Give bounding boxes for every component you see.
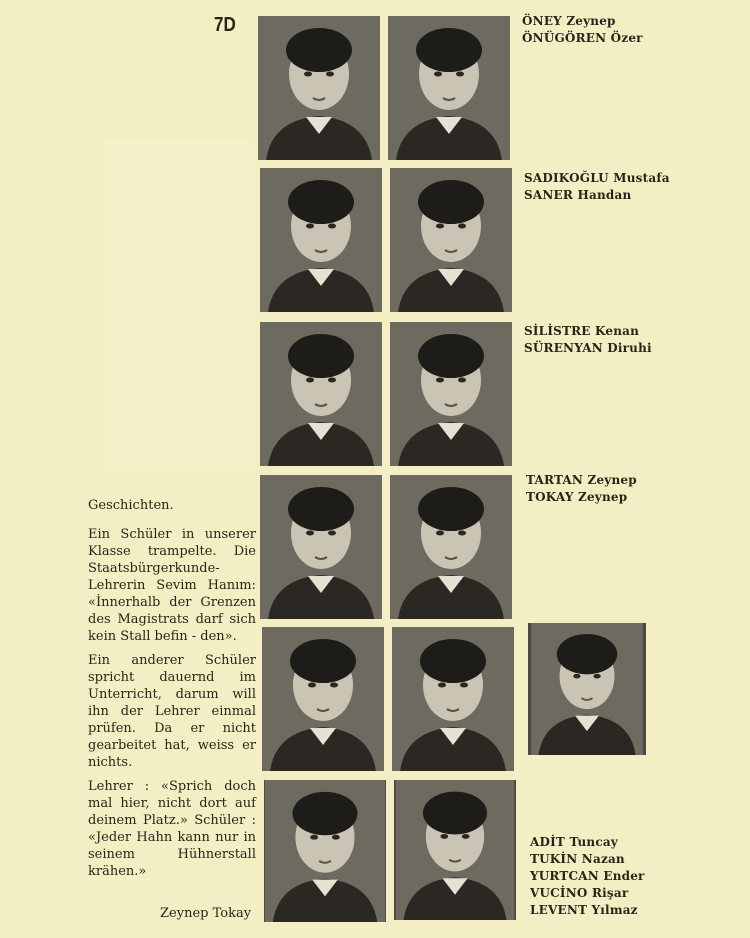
student-name: ÖNÜGÖREN Özer (522, 31, 643, 45)
student-name: SÜRENYAN Diruhi (524, 341, 652, 355)
student-name: SADIKOĞLU Mustafa (524, 171, 670, 185)
story-text (88, 497, 256, 887)
student-photo (390, 322, 512, 466)
student-photo (260, 475, 382, 619)
story-paragraph: Ein anderer Schüler spricht dauernd im Unterricht, darum will ihn der Lehrer einmal prüfen. Da er nicht gearbeitet hat, weiss er nichts. (88, 653, 256, 770)
name-group (524, 323, 652, 357)
student-photo (388, 16, 510, 160)
student-photo (528, 623, 646, 755)
student-photo (264, 780, 386, 922)
student-name: YURTCAN Ender (530, 869, 645, 883)
name-group (526, 472, 637, 506)
story-signature: Zeynep Tokay (160, 906, 252, 921)
story-heading: Geschichten. (88, 498, 174, 513)
page-label: 7D (214, 14, 236, 36)
name-group (530, 834, 645, 919)
scan-fade (104, 140, 254, 470)
student-name: ADİT Tuncay (530, 835, 618, 849)
student-name: TUKİN Nazan (530, 852, 625, 866)
student-name: VUCİNO Rişar (530, 886, 629, 900)
name-group (522, 13, 643, 47)
story-paragraph: Lehrer : «Sprich doch mal hier, nicht dort auf deinem Platz.» Schüler : «Jeder Hahn kann nur in seinem Hühnerstall krähen.» (88, 779, 256, 879)
student-name: LEVENT Yılmaz (530, 903, 638, 917)
student-photo (390, 475, 512, 619)
student-name: SANER Handan (524, 188, 632, 202)
student-name: TOKAY Zeynep (526, 490, 628, 504)
name-group (524, 170, 670, 204)
student-photo (390, 168, 512, 312)
student-photo (260, 322, 382, 466)
student-photo (262, 627, 384, 771)
student-photo (260, 168, 382, 312)
story-paragraph: Ein Schüler in unserer Klasse trampelte. Die Staatsbürgerkunde-Lehrerin Sevim Hanım: «İnnerhalb der Grenzen des Magistrats darf sich kein Stall befin - den». (88, 527, 256, 644)
student-name: SİLİSTRE Kenan (524, 324, 640, 338)
student-name: TARTAN Zeynep (526, 473, 637, 487)
student-photo (392, 627, 514, 771)
student-name: ÖNEY Zeynep (522, 14, 616, 28)
student-photo (394, 780, 516, 920)
student-photo (258, 16, 380, 160)
